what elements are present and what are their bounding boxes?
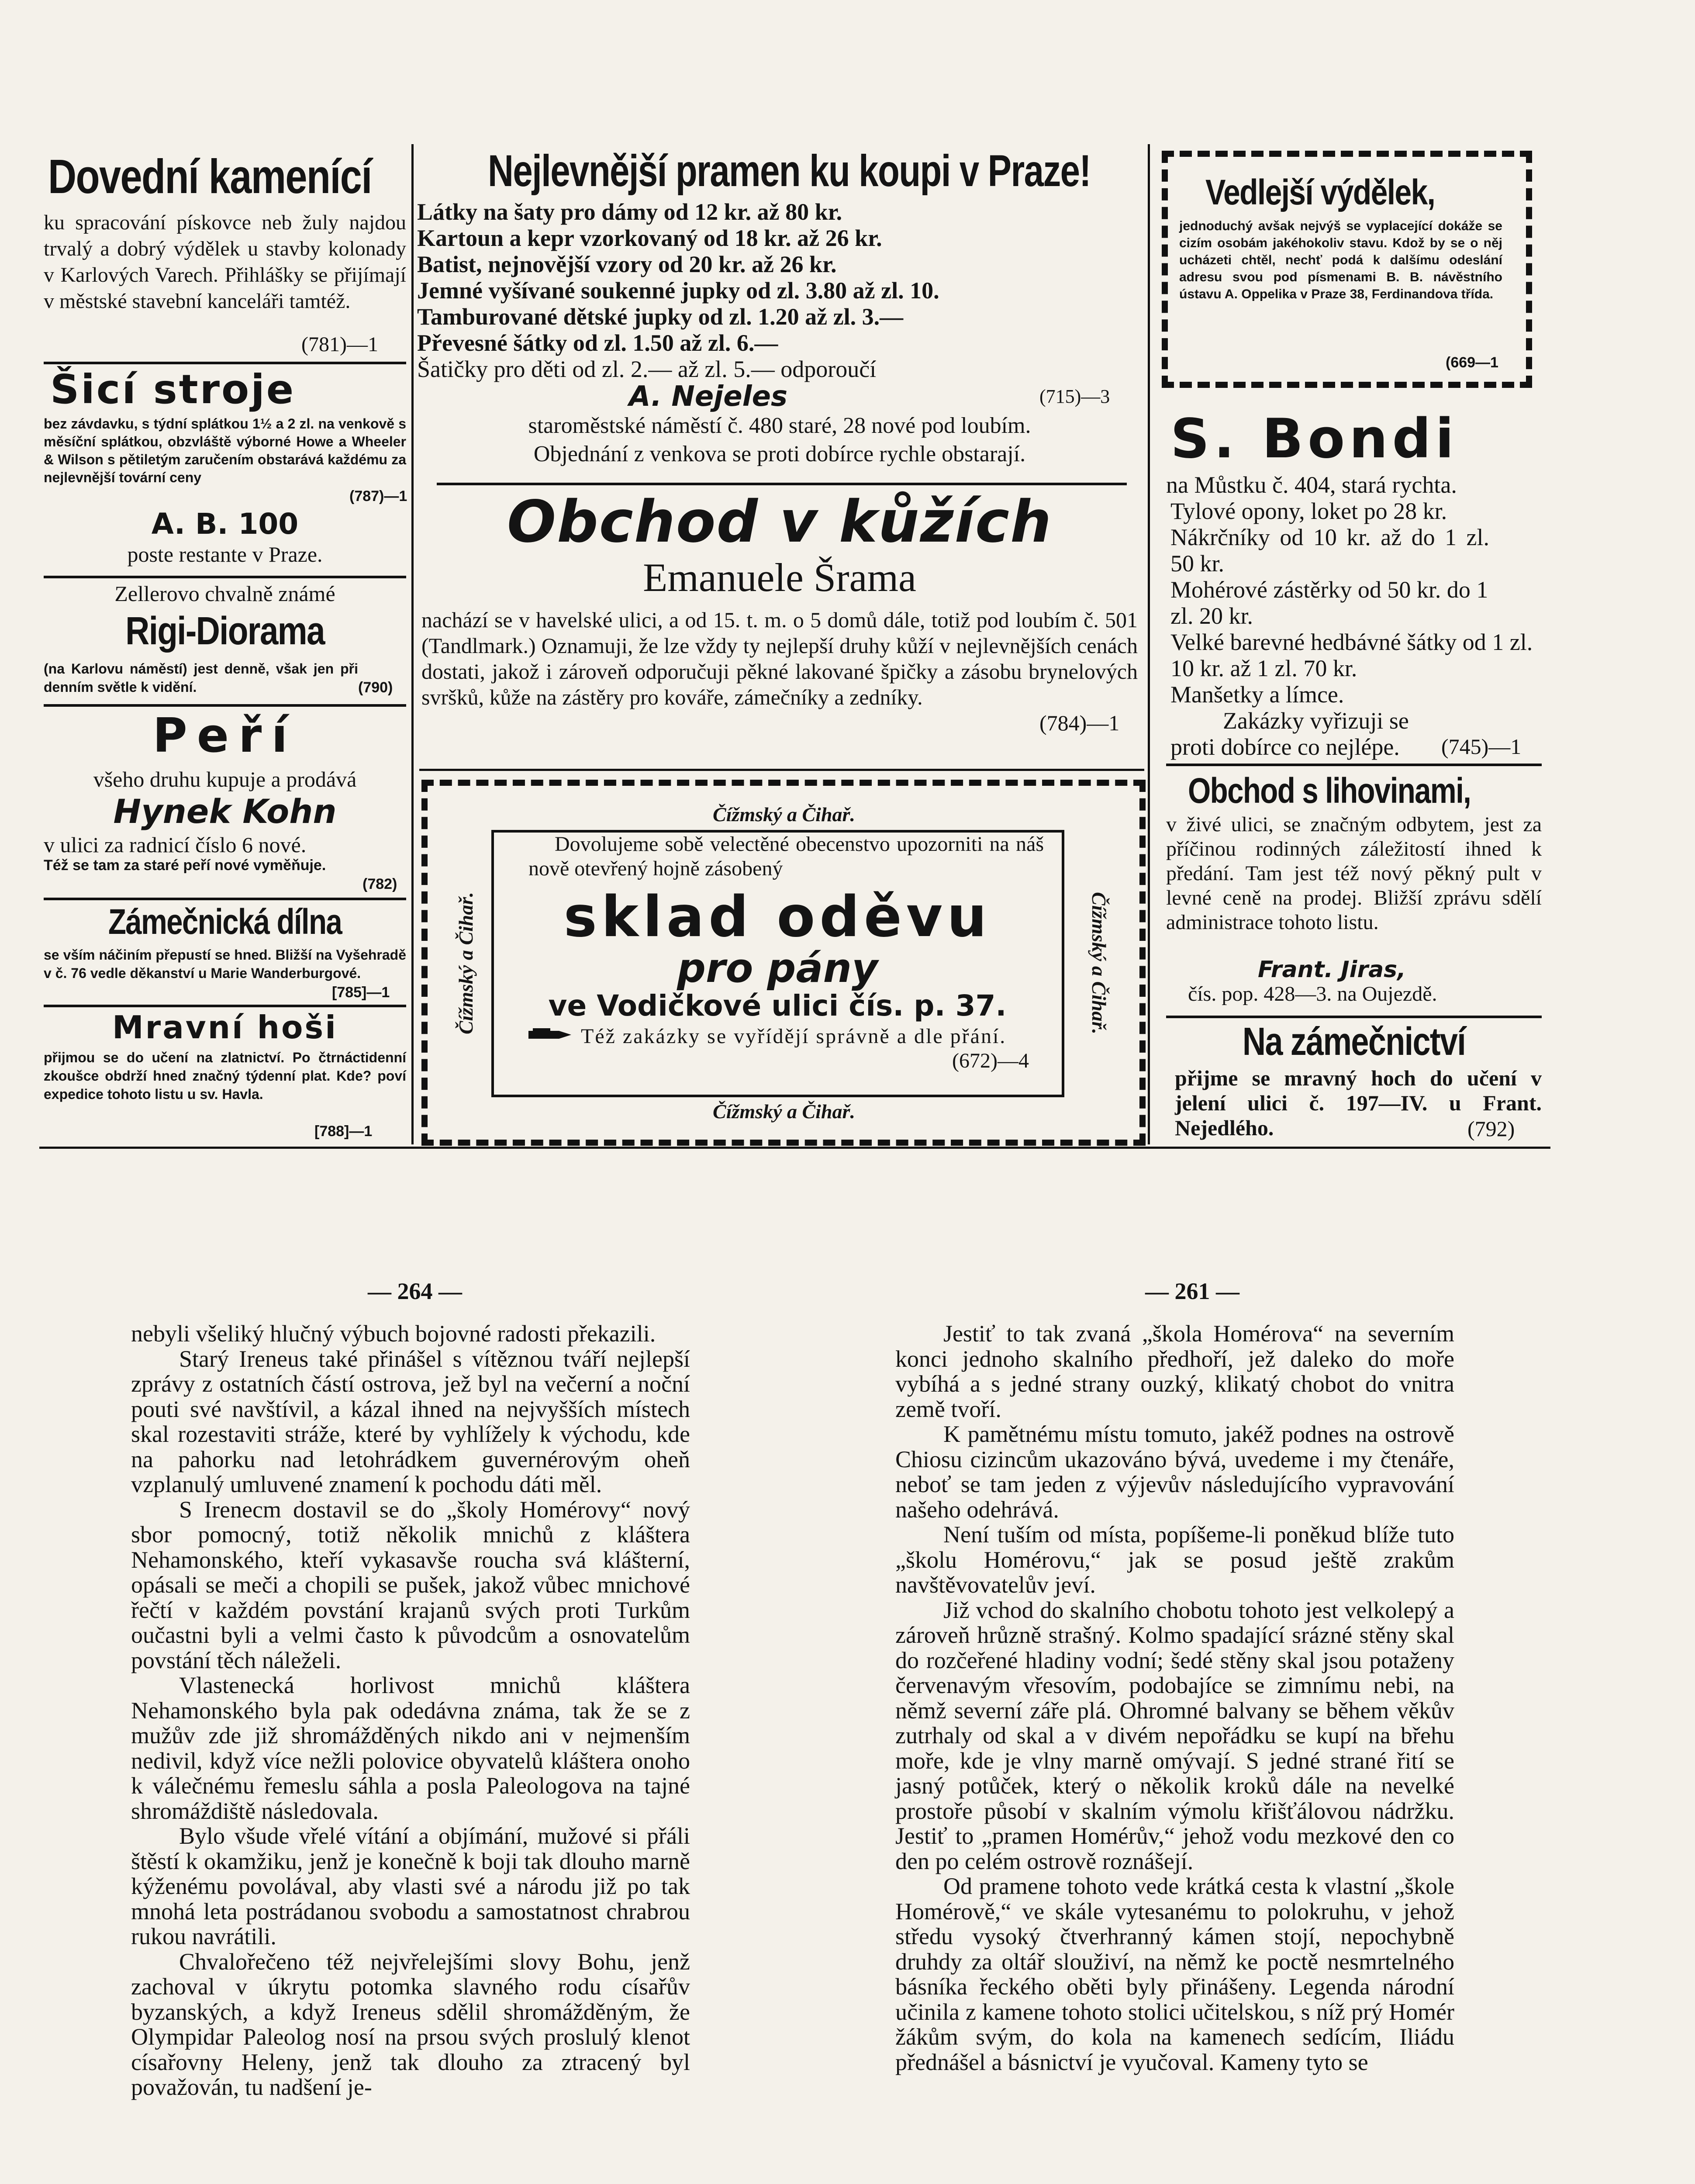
page-number-right: — 261 — <box>1145 1278 1239 1304</box>
ad-dilna-title: Zámečnická dílna <box>108 902 342 942</box>
ad-stroje-title: Šicí stroje <box>50 366 296 413</box>
ad-odevu-street: ve Vodičkové ulici čís. p. 37. <box>548 989 1007 1023</box>
ad-nejeles-line: Šatičky pro děti od zl. 2.— až zl. 5.— odporoučí <box>417 356 877 382</box>
ad-divider <box>44 362 406 364</box>
ad-kamenici-body: ku spracování pískovce neb žuly najdou trvalý a dobrý výdělek u stavby kolonady v Karlových Varech. Přihlášky se přijímají v městské stavební kanceláři tamtéž. <box>44 211 406 313</box>
ad-peri-name: Hynek Kohn <box>113 792 337 831</box>
story-column-left <box>131 1321 690 2100</box>
ad-bondi-line: Tylové opony, loket po 28 kr. <box>1170 498 1447 524</box>
ad-stroje-address: poste restante v Praze. <box>127 542 323 567</box>
ad-odevu-border-bottom: Čížmský a Čihař. <box>713 1100 855 1123</box>
ad-bondi-line: Nákrčníky od 10 kr. až do 1 zl. 50 kr. <box>1170 524 1489 577</box>
ad-divider <box>44 576 406 578</box>
ad-zamecnictvi-code: (792) <box>1467 1116 1515 1141</box>
ad-kuze-title: Obchod v kůžích <box>507 488 1053 556</box>
ad-nejeles-address: staroměstské náměstí č. 480 staré, 28 nové pod loubím. <box>528 413 1031 438</box>
ad-vydelek-body: jednoduchý avšak nejvýš se vyplacející dokáže se cizím osobám jakéhokoliv stavu. Kdož by se o něj ucházeti chtěl, nechť podá k dalšímu odeslání adresu svou pod písmenami B. B. návěstního ústavu A. Oppelika v Praze 38, Ferdinandova třída. <box>1179 219 1502 301</box>
ad-peri-body1: všeho druhu kupuje a prodává <box>93 767 357 791</box>
ad-vydelek-code: (669—1 <box>1446 354 1498 371</box>
ad-odevu-title: sklad oděvu <box>563 885 991 950</box>
ad-nejeles-line: Kartoun a kepr vzorkovaný od 18 kr. až 26 kr. <box>417 225 882 251</box>
ad-divider <box>44 1005 406 1007</box>
ad-divider <box>44 898 406 900</box>
ad-bondi-line: Manšetky a límce. <box>1170 681 1344 708</box>
ad-nejeles-line: Převesné šátky od zl. 1.50 až zl. 6.— <box>417 330 778 356</box>
ad-nejeles-line: Látky na šaty pro dámy od 12 kr. až 80 kr. <box>417 199 842 225</box>
ad-vydelek-title: Vedlejší výdělek, <box>1205 173 1435 212</box>
ad-zamecnictvi-title: Na zámečnictví <box>1242 1020 1466 1064</box>
ad-nejeles-signature: A. Nejeles <box>629 380 788 413</box>
ad-hosi-body: přijmou se do učení na zlatnictví. Po čtrnáctidenní zkoušce obdrží hned značný týdenní plat. Kde? poví expedice tohoto listu u sv. Havla. <box>44 1050 406 1102</box>
paragraph: Není tuším od místa, popíšeme-li poněkud blíže tuto „školu Homérovu,“ jak se posud ještě zrakům navštěvovatelův jeví. <box>895 1521 1454 1598</box>
paragraph: Starý Ireneus také přinášel s vítěznou tváří nejlepší zprávy z ostatních částí ostrova, jež byl na večerní a noční pouti své navštívil, a kázal ihned na nejvyšších místech skal rozestaviti stráže, které by vyhlížely k východu, kde na pahorku nad letohrádkem guvernérovým oheň vzplanulý umluvené znamení k pochodu dáti měl. <box>131 1345 690 1497</box>
ad-divider <box>1166 1016 1542 1018</box>
ad-hosi-title: Mravní hoši <box>112 1009 338 1046</box>
paragraph: Již vchod do skalního chobotu tohoto jest velkolepý a zároveň hrůzně strašný. Kolmo spadající srázné stěny skal do rozčeřené hladiny vodní; šedé stěny skal jsou potaženy červenavým vřesovím, podobajíce se zimnímu nebi, na němž severní záře plá. Ohromné balvany se během věkův zutrhaly od skal a v divém nepořádku se kupí na břehu moře, kde je vlny marně omývají. S jedné strané řití se jasný potůček, který o několik kroků dále na nevelké prostoře působí v skalním výmolu křišťálovou nádržku. Jestiť to „pramen Homérův,“ jehož vodu mezkové den co den po celém ostrově roznášejí. <box>895 1597 1454 1874</box>
paragraph: K pamětnému místu tomuto, jakéž podnes na ostrově Chiosu cizincům ukazováno bývá, uvedeme i my čtenáře, neboť se tam jeden z výjevův následujícího vypravování našeho odehrává. <box>895 1421 1454 1523</box>
ad-nejeles-line: Jemné vyšívané soukenné jupky od zl. 3.80 až zl. 10. <box>417 277 939 304</box>
ad-odevu-code: (672)—4 <box>952 1049 1029 1072</box>
ad-odevu-border-top: Čížmský a Čihař. <box>713 803 855 826</box>
ad-odevu-subtitle: pro pány <box>677 945 878 992</box>
story-column-right <box>895 1321 1454 2075</box>
ad-odevu-border-right: Čížmský a Čihař. <box>1088 892 1110 1034</box>
ad-diorama-code: (790) <box>358 679 393 696</box>
ad-nejeles-title: Nejlevnější pramen ku koupi v Praze! <box>488 146 1091 196</box>
ad-kuze-body: nachází se v havelské ulici, a od 15. t. m. o 5 domů dále, totiž pod loubím č. 501 (Tandlmark.) Oznamuji, že lze vždy ty nejlepší druhy kůží v nejlevnějších cenách dostati, jakož i zároveň odporučuji pěkné lakované špičky a zásobu brynelových svršků, kůže na zástěry pro kováře, zámečníky a zedníky. <box>421 608 1138 709</box>
ad-stroje-body: bez závdavku, s týdní splátkou 1½ a 2 zl. na venkově s měsíční splátkou, obzvláště výborné Howe a Wheeler & Wilson s pětiletým zaručením obstarává každému za nejlevnější tovární ceny <box>44 416 406 485</box>
paragraph: S Irenecm dostavil se do „školy Homérovy“ nový sbor pomocný, totiž několik mnichů z kláštera Nehamonského, kteří vykasavše roucha svá klášterní, opásali se meči a chopili se pušek, jakož vůbec mnichové řečtí v každém povstání krajanů svých proti Turkům oučastni byli a velmi často k původcům a osnovatelům povstání těch náleželi. <box>131 1496 690 1673</box>
ad-divider <box>419 769 1144 771</box>
ad-divider <box>1166 764 1542 766</box>
ad-nejeles-note: Objednání z venkova se proti dobírce rychle obstarají. <box>533 442 1026 467</box>
ad-lihoviny-address: čís. pop. 428—3. na Oujezdě. <box>1188 982 1437 1006</box>
ad-odevu-note: Též zakázky se vyřídějí správně a dle přání. <box>581 1025 1007 1048</box>
ad-peri-body2: v ulici za radnicí číslo 6 nové. <box>44 833 307 857</box>
paragraph: Vlastenecká horlivost mnichů kláštera Nehamonského byla pak odedávna známa, tak že se z mužův zde již shromážděných nikdo ani v nejmenším nedivil, když více nežli polovice obyvatelů kláštera onoho k válečnému řemeslu sáhla a posla Paleologova na tajné shromáždiště následovala. <box>131 1672 690 1824</box>
paragraph: Od pramene tohoto vede krátká cesta k vlastní „škole Homérově,“ ve skále vytesanému to polokruhu, v jehož středu vysoký čtverhranný kámen stojí, nepochybně druhdy za oltář slouživí, na němž ke poctě nesmrtelného básníka řeckého oběti byly přinášeny. Legenda národní učinila z kamene tohoto stolici učitelskou, s níž prý Homér žákům svým, do kola na kamenech sedícím, Iliádu přednášel a básnictví je vyučoval. Kameny tyto se <box>895 1873 1454 2075</box>
ad-kuze-code: (784)—1 <box>1039 711 1120 735</box>
ad-diorama-title: Rigi-Diorama <box>125 609 325 653</box>
ad-bondi-note: Zakázky vyřizuji se proti dobírce co nejlépe. <box>1170 708 1409 760</box>
ad-dilna-code: [785]—1 <box>332 984 390 1001</box>
ad-bondi-line: Velké barevné hedbávné šátky od 1 zl. 10 kr. až 1 zl. 70 kr. <box>1170 629 1533 681</box>
ad-kuze-name: Emanuele Šrama <box>643 555 916 600</box>
ad-bondi-line: Mohérové zástěrky od 50 kr. do 1 zl. 20 kr. <box>1170 577 1488 629</box>
ad-nejeles-line: Batist, nejnovější vzory od 20 kr. až 26 kr. <box>417 251 837 277</box>
ad-dilna-body: se vším náčiním přepustí se hned. Bližší na Vyšehradě v č. 76 vedle děkanství u Marie Wanderburgové. <box>44 947 406 981</box>
paragraph: Chvalořečeno též nejvřelejšími slovy Bohu, jenž zachoval v úkrytu potomka slavného rodu císařův byzanských, a když Ireneus sdělil shromážděným, že Olympidar Paleolog nosí na prsou svých proslulý klenot císařovny Heleny, jenž tak dlouho za ztracený byl považován, tu nadšení je- <box>131 1948 690 2100</box>
ad-hosi-code: [788]—1 <box>314 1123 373 1140</box>
ad-bondi-address: na Můstku č. 404, stará rychta. <box>1166 472 1457 498</box>
paragraph: nebyli všeliký hlučný výbuch bojovné radosti překazili. <box>131 1320 656 1347</box>
ad-peri-code: (782) <box>362 876 397 892</box>
paragraph: Bylo všude vřelé vítání a objímání, mužové si přáli štěstí k okamžiku, jenž je konečně k boji tak dlouho marně kýženému povolával, aby vlasti své a národu již po tak mnohá leta postrádanou svobodu a samostatnost chrabrou rukou navrátili. <box>131 1823 690 1949</box>
ad-stroje-contact: A. B. 100 <box>151 507 299 541</box>
ad-divider <box>44 704 406 707</box>
column-divider-left <box>411 144 414 1144</box>
ad-lihoviny-name: Frant. Jiras, <box>1258 957 1406 983</box>
ad-lihoviny-title: Obchod s lihovinami, <box>1188 771 1471 811</box>
ad-bondi-code: (745)—1 <box>1441 734 1522 759</box>
ad-stroje-code: (787)—1 <box>349 488 407 505</box>
ad-nejeles-line: Tamburované dětské jupky od zl. 1.20 až zl. 3.— <box>417 304 904 330</box>
ad-odevu-border-left: Čížmský a Čihař. <box>455 892 477 1034</box>
ad-kamenici-title: Dovední kamenící <box>48 150 372 204</box>
ad-bondi-title: S. Bondi <box>1170 408 1458 470</box>
column-divider-right <box>1148 144 1150 1144</box>
ad-odevu-intro: Dovolujeme sobě velectěné obecenstvo upozorniti na náš nově otevřený hojně zásobený <box>528 833 1044 880</box>
ad-diorama-body: (na Karlovu náměstí) jest denně, však jen při denním světle k vidění. <box>44 661 358 695</box>
ad-zamecnictvi-body: přijme se mravný hoch do učení v jelení ulici č. 197—IV. u Frant. Nejedlého. <box>1175 1066 1542 1140</box>
paragraph: Jestiť to tak zvaná „škola Homérova“ na severním konci jednoho skalního předhoří, jež daleko do moře vybíhá a s jedné strany ouzký, klikatý chobot do vnitra země tvoří. <box>895 1320 1454 1422</box>
ad-kamenici-code: (781)—1 <box>301 333 378 356</box>
ad-lihoviny-body: v živé ulici, se značným odbytem, jest za příčinou rodinných záležitostí ihned k předání. Tam jest též nový pěkný pult v levné ceně na prodej. Bližší zprávu sdělí administrace tohoto listu. <box>1166 813 1542 934</box>
ad-nejeles-code: (715)—3 <box>1039 386 1110 407</box>
ad-peri-title: Peří <box>152 708 297 763</box>
ad-divider <box>437 483 1127 485</box>
page-number-left: — 264 — <box>368 1278 462 1304</box>
ad-diorama-intro: Zellerovo chvalně známé <box>114 581 335 606</box>
ads-bottom-rule <box>39 1147 1550 1149</box>
ad-peri-body3: Též se tam za staré peří nové vyměňuje. <box>44 857 326 874</box>
